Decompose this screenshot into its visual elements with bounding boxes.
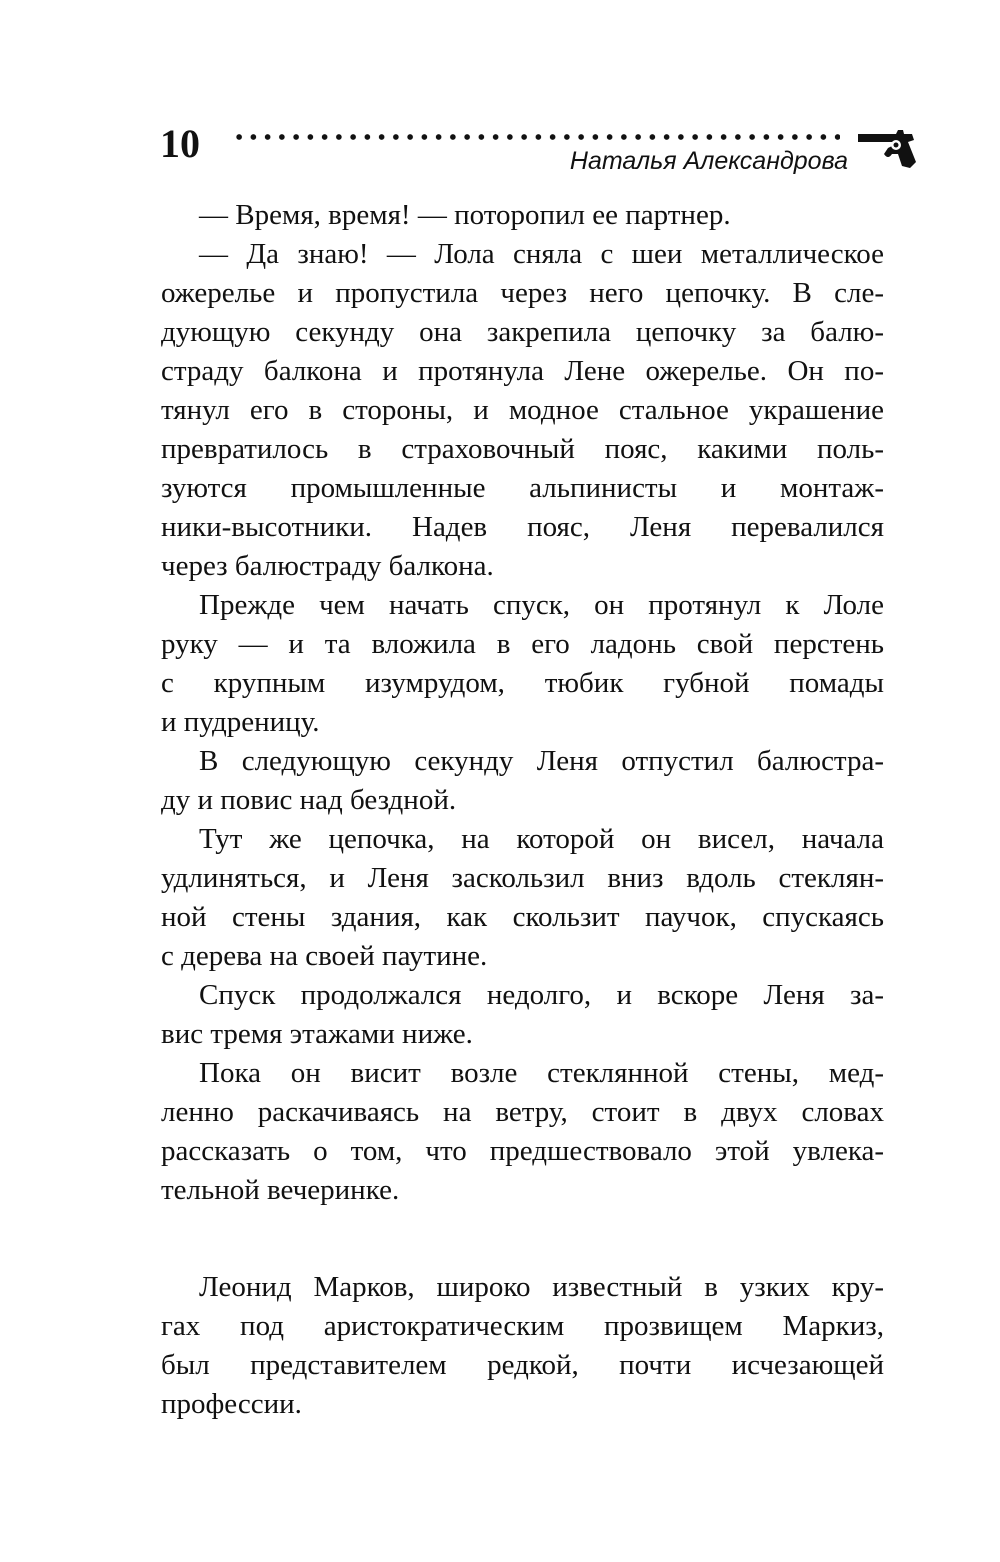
running-header-author: Наталья Александрова bbox=[569, 147, 848, 175]
text-line: тельной вечеринке. bbox=[161, 1174, 400, 1206]
paragraph bbox=[161, 976, 884, 1054]
text-line: — Да знаю! — Лола сняла с шеи металлическое bbox=[199, 238, 884, 270]
paragraph bbox=[161, 1268, 884, 1424]
text-line: В следующую секунду Леня отпустил балюстра- bbox=[199, 745, 884, 777]
text-line: ленно раскачиваясь на ветру, стоит в двух словах bbox=[161, 1096, 884, 1128]
text-line: — Время, время! — поторопил ее партнер. bbox=[199, 199, 731, 231]
text-line: гах под аристократическим прозвищем Маркиз, bbox=[161, 1310, 884, 1342]
text-line: был представителем редкой, почти исчезающей bbox=[161, 1349, 884, 1381]
paragraph bbox=[161, 586, 884, 742]
paragraph bbox=[161, 196, 884, 235]
text-line: профессии. bbox=[161, 1388, 302, 1420]
paragraph bbox=[161, 235, 884, 586]
text-line: Спуск продолжался недолго, и вскоре Леня за- bbox=[199, 979, 884, 1011]
text-line: ожерелье и пропустила через него цепочку. В сле- bbox=[161, 277, 884, 309]
section-break bbox=[161, 1210, 884, 1268]
text-line: дующую секунду она закрепила цепочку за балю- bbox=[161, 316, 884, 348]
text-line: страду балкона и протянула Лене ожерелье. Он по- bbox=[161, 355, 884, 387]
body-text bbox=[161, 196, 884, 1424]
paragraph bbox=[161, 1054, 884, 1210]
text-line: с дерева на своей паутине. bbox=[161, 940, 488, 972]
paragraph bbox=[161, 742, 884, 820]
text-line: удлиняться, и Леня заскользил вниз вдоль стеклян- bbox=[161, 862, 884, 894]
paragraph bbox=[161, 820, 884, 976]
text-line: вис тремя этажами ниже. bbox=[161, 1018, 473, 1050]
text-line: Пока он висит возле стеклянной стены, мед- bbox=[199, 1057, 884, 1089]
dotted-rule bbox=[232, 134, 840, 140]
text-line: Тут же цепочка, на которой он висел, начала bbox=[199, 823, 884, 855]
text-line: Леонид Марков, широко известный в узких кру- bbox=[199, 1271, 884, 1303]
text-line: с крупным изумрудом, тюбик губной помады bbox=[161, 667, 884, 699]
text-line: ду и повис над бездной. bbox=[161, 784, 457, 816]
text-line: Прежде чем начать спуск, он протянул к Лоле bbox=[199, 589, 884, 621]
text-line: превратилось в страховочный пояс, какими поль- bbox=[161, 433, 884, 465]
text-line: тянул его в стороны, и модное стальное украшение bbox=[161, 394, 884, 426]
text-line: ной стены здания, как скользит паучок, спускаясь bbox=[161, 901, 884, 933]
text-line: ники-высотники. Надев пояс, Леня перевалился bbox=[161, 511, 884, 543]
text-line: и пудреницу. bbox=[161, 706, 320, 738]
text-line: руку — и та вложила в его ладонь свой перстень bbox=[161, 628, 884, 660]
page-number: 10 bbox=[160, 121, 200, 166]
text-line: зуются промышленные альпинисты и монтаж- bbox=[161, 472, 884, 504]
revolver-icon bbox=[856, 126, 918, 170]
text-line: через балюстраду балкона. bbox=[161, 550, 494, 582]
text-line: рассказать о том, что предшествовало этой увлека- bbox=[161, 1135, 884, 1167]
